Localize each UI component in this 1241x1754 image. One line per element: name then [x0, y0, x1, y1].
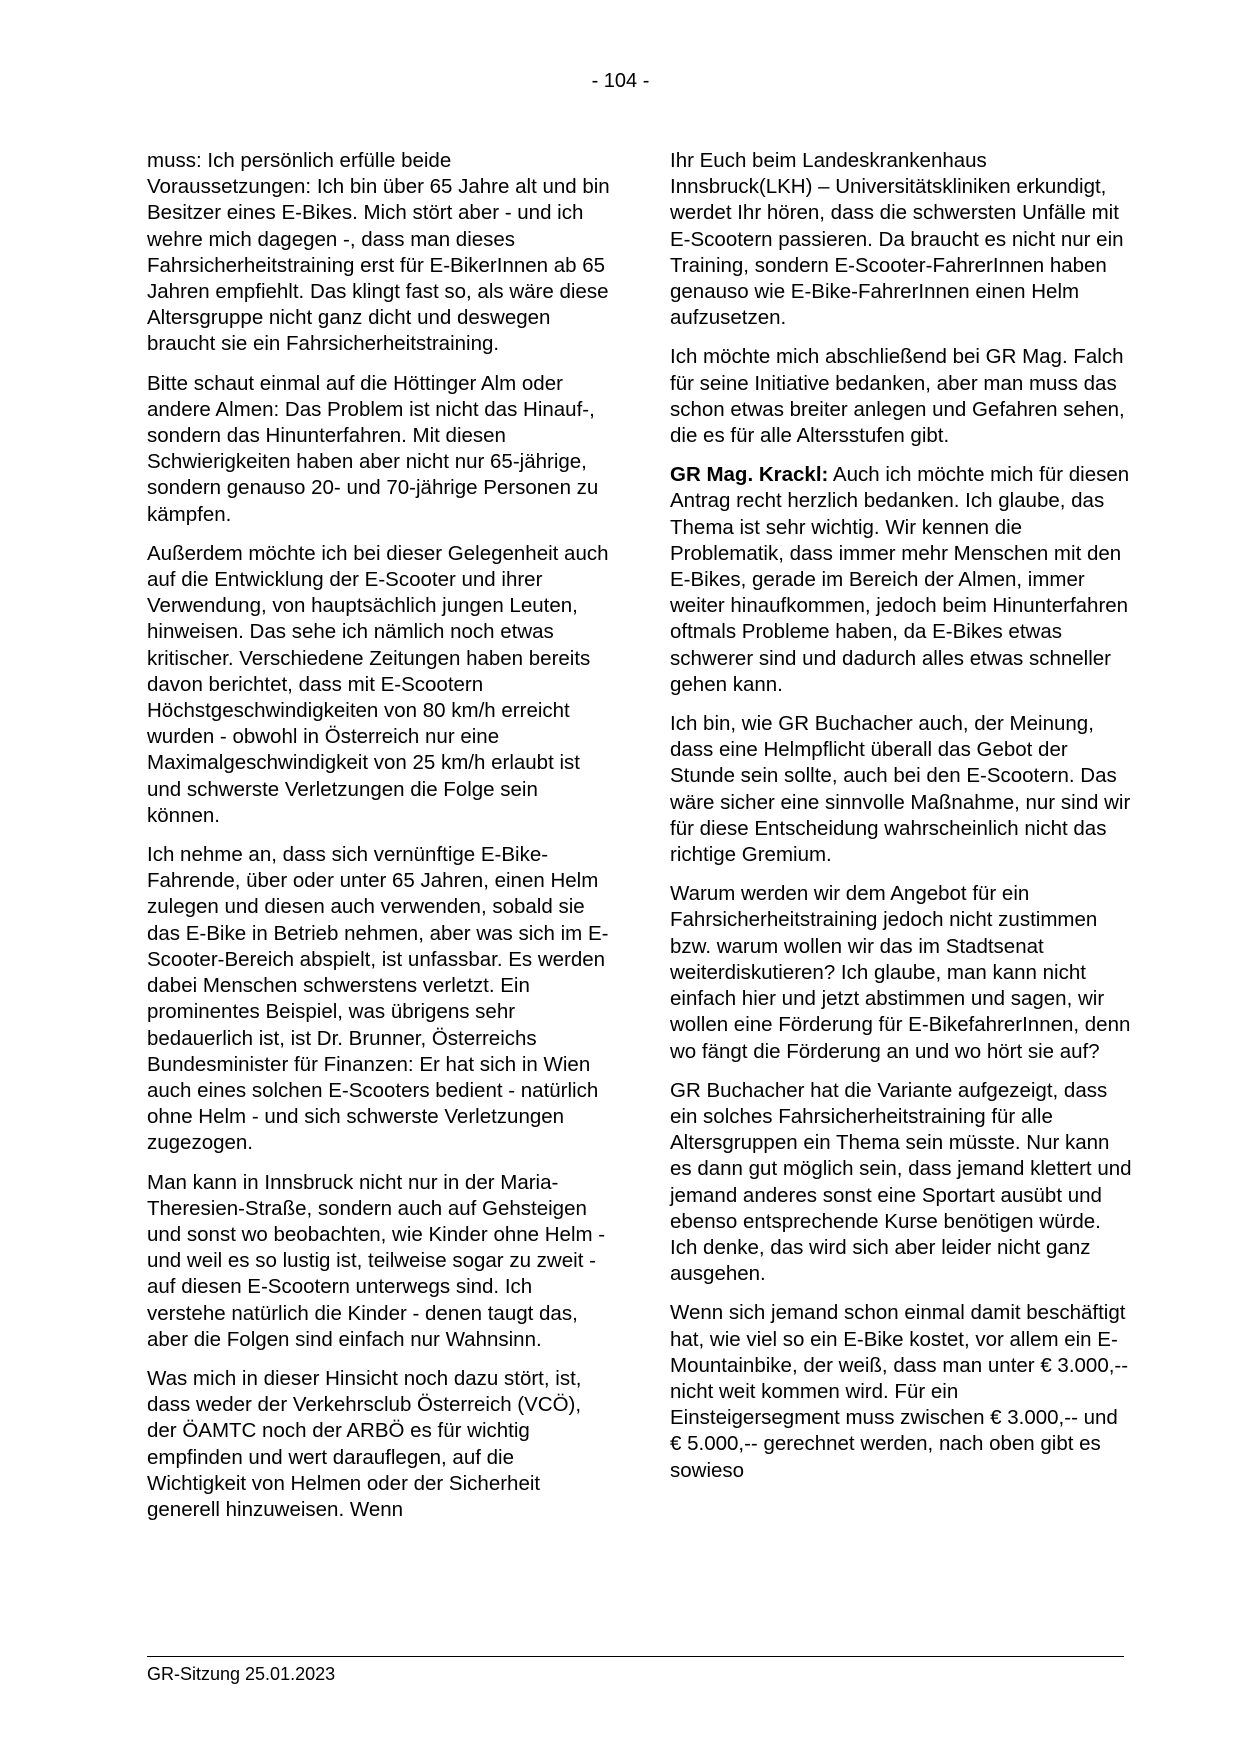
- paragraph: Wenn sich jemand schon einmal damit beschäftigt hat, wie viel so ein E-Bike kostet, vor allem ein E-Mountainbike, der weiß, dass man unter € 3.000,-- nicht weit kommen wird. Für ein Einsteigersegment muss zwischen € 3.000,-- und € 5.000,-- gerechnet werden, nach oben gibt es sowieso: [670, 1301, 1129, 1482]
- paragraph: GR Buchacher hat die Variante aufgezeigt, dass ein solches Fahrsicherheitstraining für alle Altersgruppen ein Thema sein müsste. Nur kann es dann gut möglich sein, dass jemand klettert und jemand anderes sonst eine Sportart ausübt und ebenso entsprechende Kurse benötigen würde. Ich denke, das wird sich aber leider nicht ganz ausgehen.: [670, 1078, 1132, 1286]
- speaker-text: Auch ich möchte mich für diesen Antrag recht herzlich bedanken. Ich glaube, das Thema ist sehr wichtig. Wir kennen die Problematik, dass immer mehr Menschen mit den E-Bikes, gerade im Bereich der Almen, immer weiter hinaufkommen, jedoch beim Hinunterfahren oftmals Probleme haben, da E-Bikes etwas schwerer sind und dadurch alles etwas schneller gehen kann.: [670, 463, 1130, 696]
- paragraph: Ihr Euch beim Landeskrankenhaus Innsbruck(LKH) – Universitätskliniken erkundigt, werdet Ihr hören, dass die schwersten Unfälle mit E-Scootern passieren. Da braucht es nicht nur ein Training, sondern E-Scooter-FahrerInnen haben genauso wie E-Bike-FahrerInnen einen Helm aufzusetzen.: [670, 149, 1124, 330]
- paragraph: Man kann in Innsbruck nicht nur in der Maria-Theresien-Straße, sondern auch auf Gehsteigen und sonst wo beobachten, wie Kinder ohne Helm - und weil es so lustig ist, teilweise sogar zu zweit - auf diesen E-Scootern unterwegs sind. Ich verstehe natürlich die Kinder - denen taugt das, aber die Folgen sind einfach nur Wahnsinn.: [147, 1170, 606, 1351]
- paragraph: Außerdem möchte ich bei dieser Gelegenheit auch auf die Entwicklung der E-Scooter und ihrer Verwendung, von hauptsächlich jungen Leuten, hinweisen. Das sehe ich nämlich noch etwas kritischer. Verschiedene Zeitungen haben bereits davon berichtet, dass mit E-Scootern Höchstgeschwindigkeiten von 80 km/h erreicht wurden - obwohl in Österreich nur eine Maximalgeschwindigkeit von 25 km/h erlaubt ist und schwerste Verletzungen die Folge sein können.: [147, 541, 609, 827]
- paragraph: Bitte schaut einmal auf die Höttinger Alm oder andere Almen: Das Problem ist nicht das Hinauf-, sondern das Hinunterfahren. Mit diesen Schwierigkeiten haben aber nicht nur 65-jährige, sondern genauso 20- und 70-jährige Personen zu kämpfen.: [147, 371, 599, 526]
- paragraph: Ich möchte mich abschließend bei GR Mag. Falch für seine Initiative bedanken, aber man muss das schon etwas breiter anlegen und Gefahren sehen, die es für alle Altersstufen gibt.: [670, 345, 1125, 448]
- paragraph: Was mich in dieser Hinsicht noch dazu stört, ist, dass weder der Verkehrsclub Österreich (VCÖ), der ÖAMTC noch der ARBÖ es für wichtig empfinden und wert darauflegen, auf die Wichtigkeit von Helmen oder der Sicherheit generell hinzuweisen. Wenn: [147, 1366, 582, 1521]
- page-number: - 104 -: [591, 70, 650, 92]
- speaker-paragraph: [670, 462, 1133, 698]
- footer-divider: [147, 1656, 1124, 1657]
- right-column: [670, 148, 1133, 1497]
- paragraph: Ich bin, wie GR Buchacher auch, der Meinung, dass eine Helmpflicht überall das Gebot der Stunde sein sollte, auch bei den E-Scootern. Das wäre sicher eine sinnvolle Maßnahme, nur sind wir für diese Entscheidung wahrscheinlich nicht das richtige Gremium.: [670, 712, 1131, 867]
- left-column: [147, 148, 610, 1536]
- footer-text: GR-Sitzung 25.01.2023: [147, 1664, 336, 1684]
- paragraph: Ich nehme an, dass sich vernünftige E-Bike-Fahrende, über oder unter 65 Jahren, einen Helm zulegen und diesen auch verwenden, sobald sie das E-Bike in Betrieb nehmen, aber was sich im E-Scooter-Bereich abspielt, ist unfassbar. Es werden dabei Menschen schwerstens verletzt. Ein prominentes Beispiel, was übrigens sehr bedauerlich ist, ist Dr. Brunner, Österreichs Bundesminister für Finanzen: Er hat sich in Wien auch eines solchen E-Scooters bedient - natürlich ohne Helm - und sich schwerste Verletzungen zugezogen.: [147, 843, 609, 1155]
- paragraph: Warum werden wir dem Angebot für ein Fahrsicherheitstraining jedoch nicht zustimmen bzw. warum wollen wir das im Stadtsenat weiterdiskutieren? Ich glaube, man kann nicht einfach hier und jetzt abstimmen und sagen, wir wollen eine Förderung für E-BikefahrerInnen, denn wo fängt die Förderung an und wo hört sie auf?: [670, 882, 1131, 1063]
- speaker-name: GR Mag. Krackl:: [670, 463, 829, 487]
- paragraph: muss: Ich persönlich erfülle beide Voraussetzungen: Ich bin über 65 Jahre alt und bin Besitzer eines E-Bikes. Mich stört aber - und ich wehre mich dagegen -, dass man dieses Fahrsicherheitstraining erst für E-BikerInnen ab 65 Jahren empfiehlt. Das klingt fast so, als wäre diese Altersgruppe nicht ganz dicht und deswegen braucht sie ein Fahrsicherheitstraining.: [147, 149, 610, 356]
